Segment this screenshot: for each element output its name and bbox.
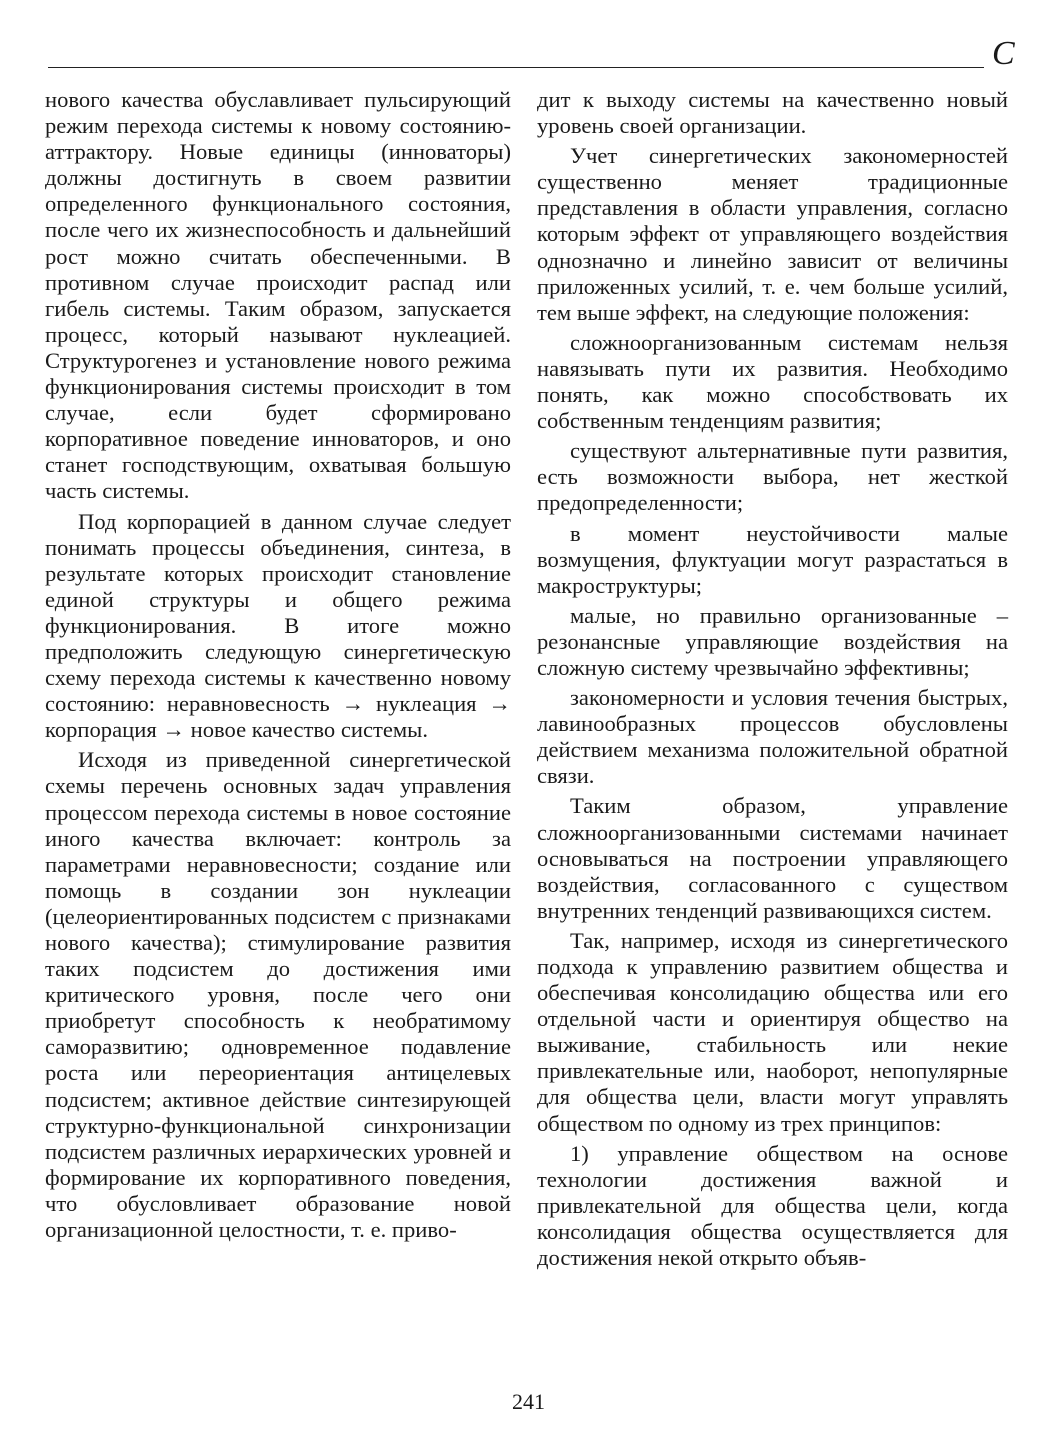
paragraph: Так, например, исходя из синергетического подхода к управлению развитием общества и обеспечивая консолидацию общества или его отдельной части и ориентируя общество на выживание, стабильность или некие привлекательные или, наоборот, непопулярные для общества цели, власти могут управлять обществом по одному из трех принципов: bbox=[537, 927, 1008, 1136]
list-item: закономерности и условия течения быстрых, лавинообразных процессов обусловлены действием механизма положительной обратной связи. bbox=[537, 685, 1008, 789]
section-letter: С bbox=[992, 35, 1015, 72]
paragraph: Таким образом, управление сложноорганизованными системами начинает основываться на построении управляющего воздействия, согласованного с существом внутренних тенденций развивающихся систем. bbox=[537, 793, 1008, 923]
paragraph: Учет синергетических закономерностей существенно меняет традиционные представления в области управления, согласно которым эффект от управляющего воздействия однозначно и линейно зависит от величины приложенных усилий, т. е. чем больше усилий, тем выше эффект, на следующие положения: bbox=[537, 143, 1008, 325]
paragraph: дит к выходу системы на качественно новый уровень своей организации. bbox=[537, 87, 1008, 139]
paragraph: нового качества обуславливает пульсирующий режим перехода системы к новому состоянию-аттрактору. Новые единицы (инноваторы) должны достигнуть в своем развитии определенного функционального состояния, после чего их жизнеспособность и дальнейший рост можно считать обеспеченными. В противном случае происходит распад или гибель системы. Таким образом, запускается процесс, который называют нуклеацией. Структурогенез и установление нового режима функционирования системы происходит в том случае, если будет сформировано корпоративное поведение инноваторов, и оно станет господствующим, охватывая большую часть системы. bbox=[45, 87, 511, 504]
left-column bbox=[45, 87, 511, 1243]
paragraph: Исходя из приведенной синергетической схемы перечень основных задач управления процессом перехода системы в новое состояние иного качества включает: контроль за параметрами неравновесности; создание или помощь в создании зон нуклеации (целеориентированных подсистем с признаками нового качества); стимулирование развития таких подсистем до достижения ими критического уровня, после чего они приобретут способность к необратимому саморазвитию; одновременное подавление роста или переориентация антицелевых подсистем; активное действие синтезирующей структурно-функциональной синхронизации подсистем различных иерархических уровней и формирование их корпоративного поведения, что обусловливает образование новой организационной целостности, т. е. приво- bbox=[45, 747, 511, 1243]
list-item: 1) управление обществом на основе технологии достижения важной и привлекательной для общества цели, когда консолидация общества осуществляется для достижения некой открыто объяв- bbox=[537, 1140, 1008, 1271]
right-column bbox=[537, 87, 1008, 1271]
list-item: сложноорганизованным системам нельзя навязывать пути их развития. Необходимо понять, как можно способствовать их собственным тенденциям развития; bbox=[537, 329, 1008, 434]
page-number: 241 bbox=[512, 1389, 545, 1414]
header-rule bbox=[48, 67, 984, 68]
paragraph: Под корпорацией в данном случае следует понимать процессы объединения, синтеза, в результате которых происходит становление единой структуры и общего режима функционирования. В итоге можно предположить следующую синергетическую схему перехода системы к качественно новому состоянию: неравновесность → нуклеация → корпорация → новое качество системы. bbox=[45, 508, 511, 743]
list-item: в момент неустойчивости малые возмущения, флуктуации могут разрастаться в макроструктуры; bbox=[537, 520, 1008, 598]
list-item: существуют альтернативные пути развития, есть возможности выбора, нет жесткой предопределенности; bbox=[537, 438, 1008, 516]
list-item: малые, но правильно организованные – резонансные управляющие воздействия на сложную систему чрезвычайно эффективны; bbox=[537, 602, 1008, 680]
